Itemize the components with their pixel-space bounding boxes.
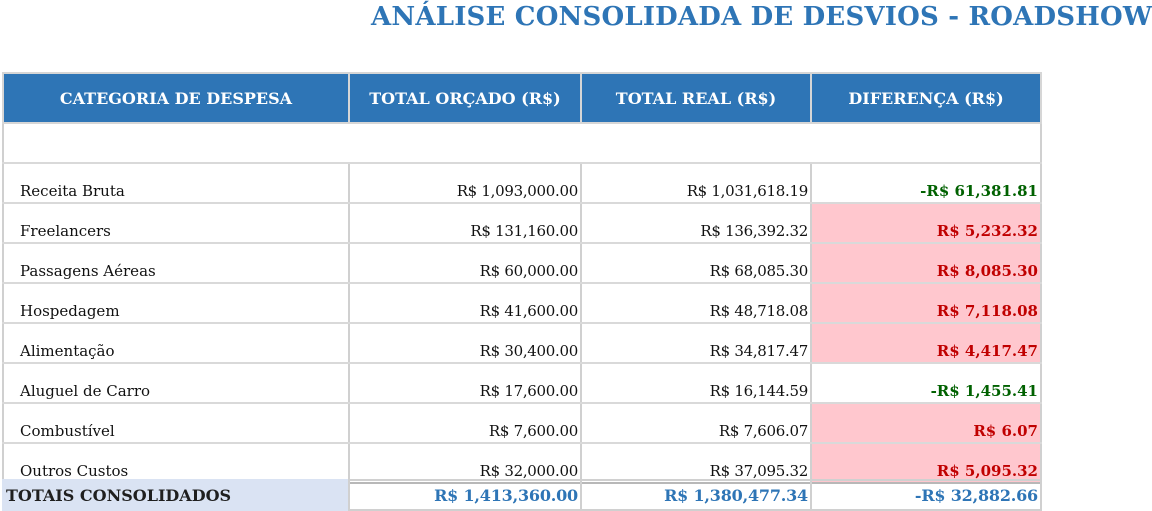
table-row bbox=[3, 363, 1041, 403]
sheet-title: ANÁLISE CONSOLIDADA DE DESVIOS - ROADSHOW bbox=[371, 2, 1152, 32]
actual-cell[interactable]: R$ 34,817.47 bbox=[581, 323, 811, 363]
difference-cell[interactable]: R$ 5,232.32 bbox=[811, 203, 1041, 243]
category-cell[interactable]: Freelancers bbox=[3, 203, 349, 243]
totals-row bbox=[3, 480, 1041, 510]
table-row bbox=[3, 403, 1041, 443]
category-cell[interactable]: Alimentação bbox=[3, 323, 349, 363]
actual-cell[interactable]: R$ 37,095.32 bbox=[581, 443, 811, 483]
category-cell[interactable]: Receita Bruta bbox=[3, 163, 349, 203]
budget-cell[interactable]: R$ 7,600.00 bbox=[349, 403, 581, 443]
category-cell[interactable]: Combustível bbox=[3, 403, 349, 443]
totals-budget[interactable]: R$ 1,413,360.00 bbox=[349, 480, 581, 510]
header-budget[interactable]: TOTAL ORÇADO (R$) bbox=[349, 73, 581, 123]
table-row bbox=[3, 203, 1041, 243]
table-row bbox=[3, 243, 1041, 283]
spacer-cell bbox=[3, 123, 1041, 163]
table-row bbox=[3, 443, 1041, 483]
budget-cell[interactable]: R$ 1,093,000.00 bbox=[349, 163, 581, 203]
table-row bbox=[3, 163, 1041, 203]
actual-cell[interactable]: R$ 16,144.59 bbox=[581, 363, 811, 403]
totals-label[interactable]: TOTAIS CONSOLIDADOS bbox=[3, 480, 347, 510]
difference-cell[interactable]: -R$ 61,381.81 bbox=[811, 163, 1041, 203]
table-row bbox=[3, 283, 1041, 323]
budget-cell[interactable]: R$ 32,000.00 bbox=[349, 443, 581, 483]
budget-cell[interactable]: R$ 30,400.00 bbox=[349, 323, 581, 363]
variance-table bbox=[2, 72, 1042, 484]
difference-cell[interactable]: R$ 5,095.32 bbox=[811, 443, 1041, 483]
actual-cell[interactable]: R$ 48,718.08 bbox=[581, 283, 811, 323]
totals-table bbox=[2, 479, 1042, 511]
actual-cell[interactable]: R$ 1,031,618.19 bbox=[581, 163, 811, 203]
difference-cell[interactable]: R$ 6.07 bbox=[811, 403, 1041, 443]
category-cell[interactable]: Passagens Aéreas bbox=[3, 243, 349, 283]
budget-cell[interactable]: R$ 60,000.00 bbox=[349, 243, 581, 283]
header-difference[interactable]: DIFERENÇA (R$) bbox=[811, 73, 1041, 123]
actual-cell[interactable]: R$ 7,606.07 bbox=[581, 403, 811, 443]
category-cell[interactable]: Aluguel de Carro bbox=[3, 363, 349, 403]
difference-cell[interactable]: -R$ 1,455.41 bbox=[811, 363, 1041, 403]
difference-cell[interactable]: R$ 8,085.30 bbox=[811, 243, 1041, 283]
header-actual[interactable]: TOTAL REAL (R$) bbox=[581, 73, 811, 123]
totals-actual[interactable]: R$ 1,380,477.34 bbox=[581, 480, 811, 510]
actual-cell[interactable]: R$ 136,392.32 bbox=[581, 203, 811, 243]
category-cell[interactable]: Hospedagem bbox=[3, 283, 349, 323]
header-row bbox=[3, 73, 1041, 123]
actual-cell[interactable]: R$ 68,085.30 bbox=[581, 243, 811, 283]
difference-cell[interactable]: R$ 4,417.47 bbox=[811, 323, 1041, 363]
budget-cell[interactable]: R$ 17,600.00 bbox=[349, 363, 581, 403]
difference-cell[interactable]: R$ 7,118.08 bbox=[811, 283, 1041, 323]
totals-difference[interactable]: -R$ 32,882.66 bbox=[811, 480, 1041, 510]
budget-cell[interactable]: R$ 131,160.00 bbox=[349, 203, 581, 243]
budget-cell[interactable]: R$ 41,600.00 bbox=[349, 283, 581, 323]
header-category[interactable]: CATEGORIA DE DESPESA bbox=[3, 73, 349, 123]
spacer-row bbox=[3, 123, 1041, 163]
table-row bbox=[3, 323, 1041, 363]
category-cell[interactable]: Outros Custos bbox=[3, 443, 349, 483]
